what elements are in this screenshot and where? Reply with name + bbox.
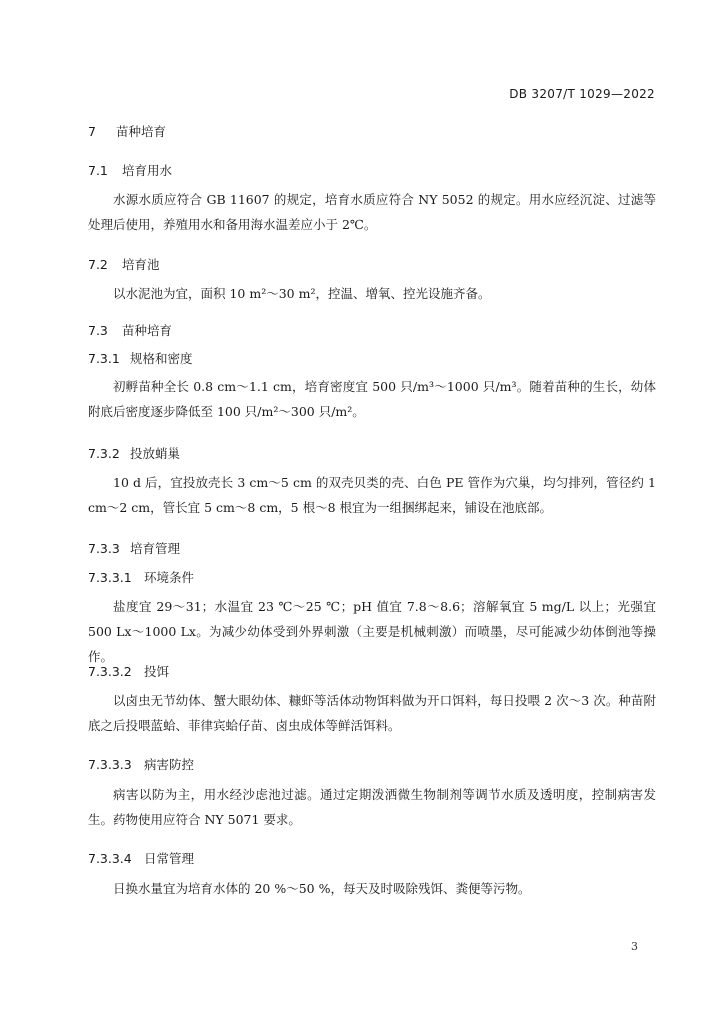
section-body-7-3-1: 初孵苗种全长 0.8 cm～1.1 cm，培育密度宜 500 只/m³～1000 只/m³。随着苗种的生长，幼体附底后密度逐步降低至 100 只/m²～300 只/m²。 bbox=[88, 379, 656, 419]
section-number: 7.1 bbox=[88, 163, 108, 178]
section-title: 培育管理 bbox=[130, 541, 181, 556]
section-number: 7.3.3.2 bbox=[88, 664, 132, 679]
section-number: 7.3.3 bbox=[88, 541, 120, 556]
section-title: 环境条件 bbox=[144, 570, 195, 585]
section-title: 培育用水 bbox=[122, 163, 173, 178]
section-heading-7-3-2 bbox=[88, 444, 180, 462]
section-title: 病害防控 bbox=[144, 757, 195, 772]
section-heading-7-1 bbox=[88, 161, 172, 179]
page-number: 3 bbox=[631, 940, 638, 953]
section-title: 投放蛸巢 bbox=[130, 446, 181, 461]
section-heading-7 bbox=[88, 122, 166, 140]
section-body-7-3-3-2: 以卤虫无节幼体、蟹大眼幼体、糠虾等活体动物饵料做为开口饵料，每日投喂 2 次～3 次。种苗附底之后投喂蓝蛤、菲律宾蛤仔苗、卤虫成体等鲜活饵料。 bbox=[88, 693, 656, 733]
section-title: 日常管理 bbox=[144, 851, 195, 866]
section-heading-7-3-3-1 bbox=[88, 568, 194, 586]
section-title: 苗种培育 bbox=[122, 323, 173, 338]
section-number: 7.3.1 bbox=[88, 351, 120, 366]
section-body-7-2: 以水泥池为宜，面积 10 m²～30 m²，控温、增氧、控光设施齐备。 bbox=[113, 286, 491, 301]
section-heading-7-3-3-2 bbox=[88, 662, 169, 680]
section-heading-7-3 bbox=[88, 321, 172, 339]
document-code: DB 3207/T 1029—2022 bbox=[509, 87, 655, 101]
section-title: 投饵 bbox=[144, 664, 170, 679]
section-number: 7.3 bbox=[88, 323, 108, 338]
section-body-7-1: 水源水质应符合 GB 11607 的规定，培育水质应符合 NY 5052 的规定。用水应经沉淀、过滤等处理后使用，养殖用水和备用海水温差应小于 2℃。 bbox=[88, 192, 656, 232]
section-heading-7-3-3 bbox=[88, 539, 180, 557]
section-number: 7.3.3.3 bbox=[88, 757, 132, 772]
section-body-7-3-3-3: 病害以防为主，用水经沙虑池过滤。通过定期泼洒微生物制剂等调节水质及透明度，控制病害发生。药物使用应符合 NY 5071 要求。 bbox=[88, 787, 656, 827]
section-body-7-3-3-1: 盐度宜 29～31；水温宜 23 ℃～25 ℃；pH 值宜 7.8～8.6；溶解氧宜 5 mg/L 以上；光强宜 500 Lx～1000 Lx。为减少幼体受到外界刺激（主要是机械刺激）而喷墨，尽可能减少幼体倒池等操作。 bbox=[88, 599, 656, 664]
section-title: 规格和密度 bbox=[130, 351, 193, 366]
section-heading-7-3-3-4 bbox=[88, 849, 194, 867]
section-heading-7-2 bbox=[88, 255, 160, 273]
section-number: 7.2 bbox=[88, 257, 108, 272]
section-body-7-3-2: 10 d 后，宜投放壳长 3 cm～5 cm 的双壳贝类的壳、白色 PE 管作为穴巢，均匀排列，管径约 1 cm～2 cm，管长宜 5 cm～8 cm，5 根～8 根宜为一组捆绑起来，铺设在池底部。 bbox=[88, 475, 656, 515]
section-title: 苗种培育 bbox=[116, 124, 167, 139]
section-heading-7-3-1 bbox=[88, 349, 193, 367]
section-number: 7.3.3.4 bbox=[88, 851, 132, 866]
section-number: 7.3.2 bbox=[88, 446, 120, 461]
section-heading-7-3-3-3 bbox=[88, 755, 194, 773]
section-body-7-3-3-4: 日换水量宜为培育水体的 20 %～50 %，每天及时吸除残饵、粪便等污物。 bbox=[113, 881, 531, 896]
section-number: 7 bbox=[88, 124, 96, 139]
section-title: 培育池 bbox=[122, 257, 160, 272]
section-number: 7.3.3.1 bbox=[88, 570, 132, 585]
